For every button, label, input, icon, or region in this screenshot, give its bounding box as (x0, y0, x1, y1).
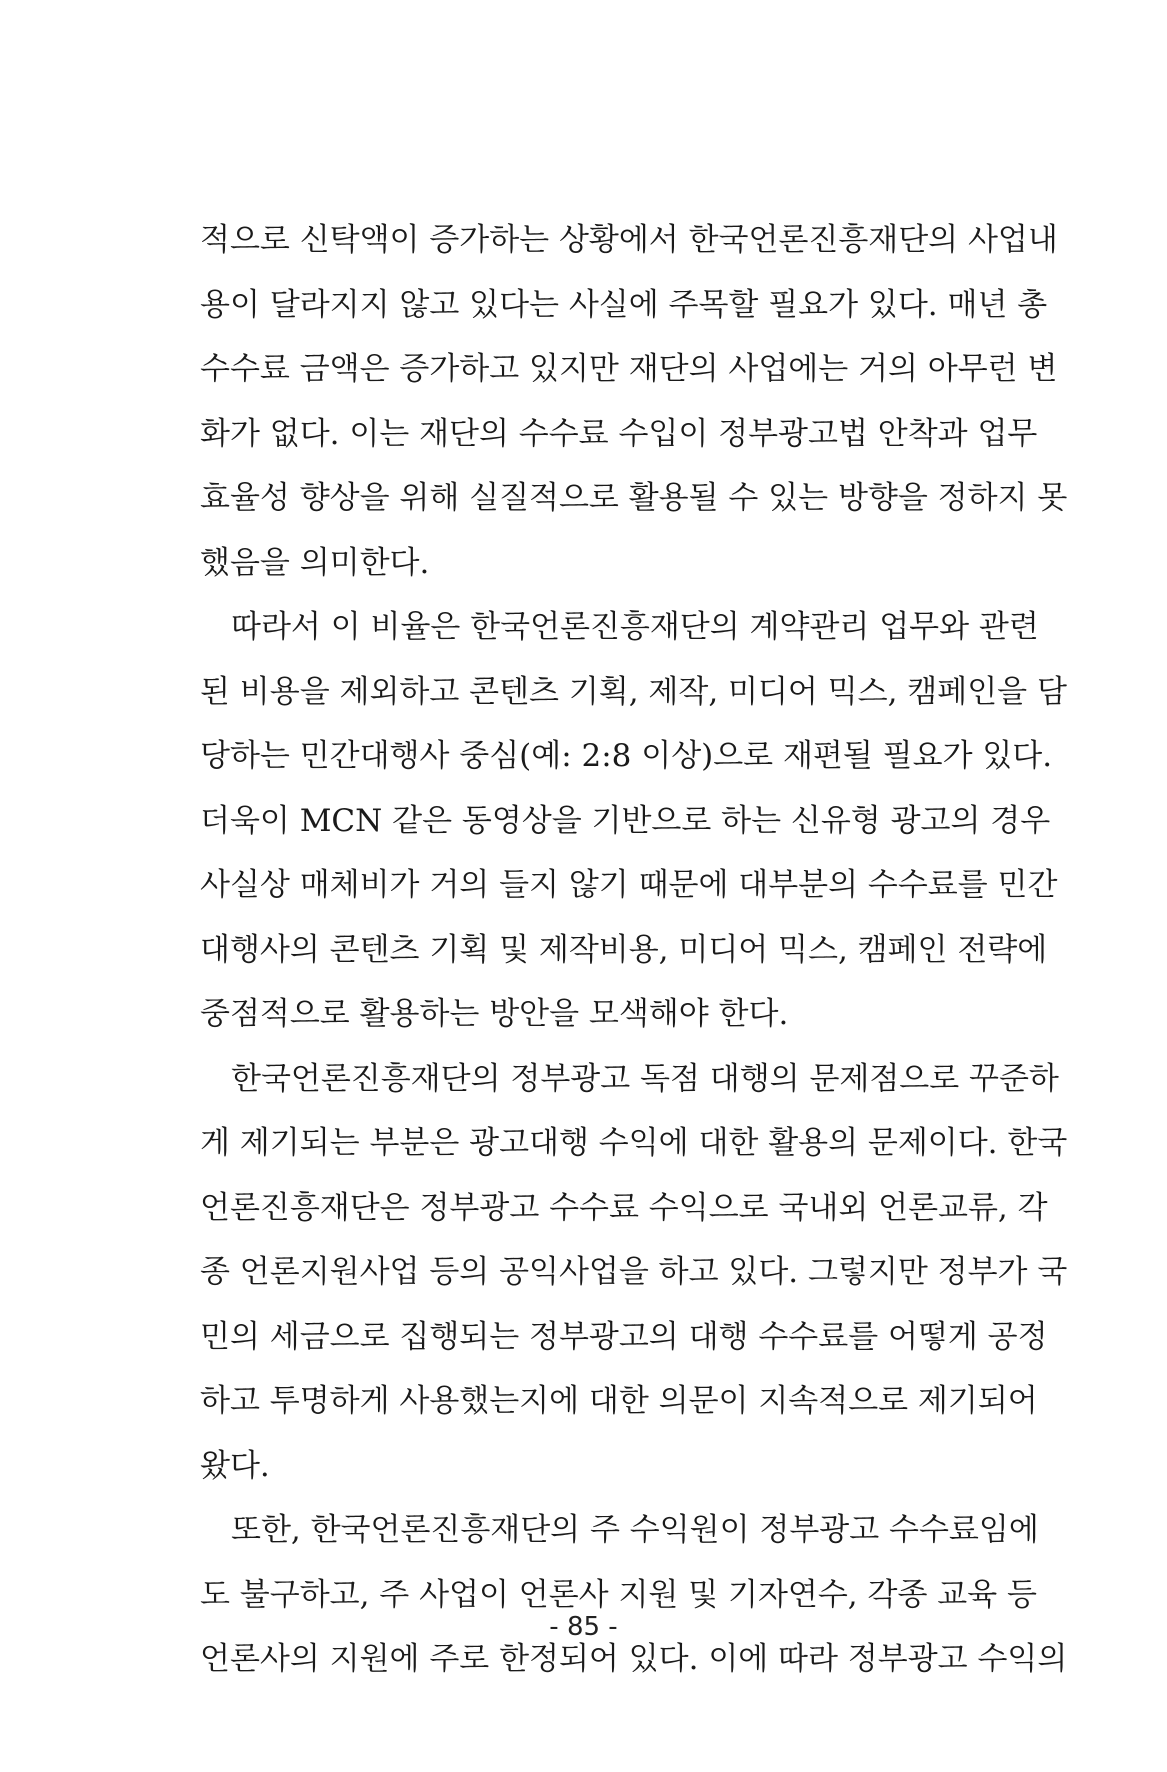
text-line: 효율성 향상을 위해 실질적으로 활용될 수 있는 방향을 정하지 못 (200, 480, 1068, 516)
text-line: 적으로 신탁액이 증가하는 상황에서 한국언론진흥재단의 사업내 (200, 222, 1058, 258)
paragraph-1 (200, 208, 1068, 595)
text-line: 한국언론진흥재단의 정부광고 독점 대행의 문제점으로 꾸준하 (231, 1060, 1059, 1097)
paragraph-2 (200, 595, 1067, 1047)
text-line: 수수료 금액은 증가하고 있지만 재단의 사업에는 거의 아무런 변 (200, 351, 1058, 387)
text-line: 민의 세금으로 집행되는 정부광고의 대행 수수료를 어떻게 공정 (200, 1318, 1048, 1355)
text-line: 왔다. (200, 1447, 270, 1484)
text-line: 용이 달라지지 않고 있다는 사실에 주목할 필요가 있다. 매년 총 (200, 286, 1048, 323)
text-line: 대행사의 콘텐츠 기획 및 제작비용, 미디어 믹스, 캠페인 전략에 (200, 931, 1048, 968)
text-line: 도 불구하고, 주 사업이 언론사 지원 및 기자연수, 각종 교육 등 (200, 1576, 1037, 1613)
paragraph-3 (200, 1047, 1068, 1499)
text-line: 게 제기되는 부분은 광고대행 수익에 대한 활용의 문제이다. 한국 (200, 1125, 1068, 1161)
text-line: 언론진흥재단은 정부광고 수수료 수익으로 국내외 언론교류, 각 (200, 1189, 1048, 1226)
text-line: 화가 없다. 이는 재단의 수수료 수입이 정부광고법 안착과 업무 (200, 415, 1038, 452)
text-line: 또한, 한국언론진흥재단의 주 수익원이 정부광고 수수료임에 (231, 1512, 1039, 1548)
text-line: 당하는 민간대행사 중심(예: 2:8 이상)으로 재편될 필요가 있다. (200, 738, 1053, 774)
text-line: 더욱이 MCN 같은 동영상을 기반으로 하는 신유형 광고의 경우 (200, 802, 1051, 839)
text-line: 된 비용을 제외하고 콘텐츠 기획, 제작, 미디어 믹스, 캠페인을 담 (200, 673, 1067, 710)
text-line: 사실상 매체비가 거의 들지 않기 때문에 대부분의 수수료를 민간 (200, 867, 1058, 903)
page-number: - 85 - (549, 1612, 618, 1642)
text-line: 언론사의 지원에 주로 한정되어 있다. 이에 따라 정부광고 수익의 (200, 1641, 1068, 1677)
text-line: 종 언론지원사업 등의 공익사업을 하고 있다. 그렇지만 정부가 국 (200, 1254, 1068, 1290)
paragraph-4 (200, 1498, 1068, 1692)
text-line: 했음을 의미한다. (200, 544, 430, 581)
text-line: 하고 투명하게 사용했는지에 대한 의문이 지속적으로 제기되어 (200, 1383, 1038, 1419)
text-line: 따라서 이 비율은 한국언론진흥재단의 계약관리 업무와 관련 (231, 609, 1039, 645)
text-line: 중점적으로 활용하는 방안을 모색해야 한다. (200, 996, 789, 1032)
page-body (200, 208, 1068, 1692)
